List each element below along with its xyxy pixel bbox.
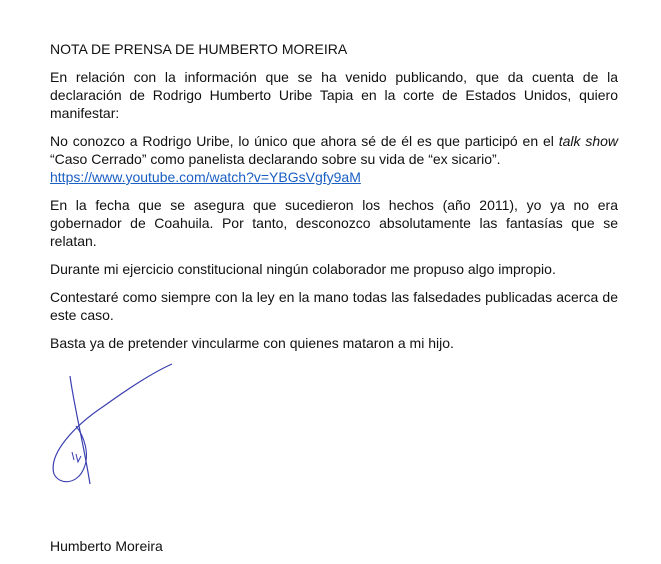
paragraph-rodrigo <box>50 132 618 186</box>
press-release <box>50 40 618 362</box>
paragraph-dates: En la fecha que se asegura que sucedieron los hechos (año 2011), yo ya no era gobernador de Coahuila. Por tanto, desconozco absolutamente las fantasías que se relatan. <box>50 197 618 249</box>
paragraph-mandate: Durante mi ejercicio constitucional ningún colaborador me propuso algo impropio. <box>50 261 556 277</box>
paragraph-closing: Basta ya de pretender vincularme con quienes mataron a mi hijo. <box>50 335 454 351</box>
youtube-link[interactable]: https://www.youtube.com/watch?v=YBGsVgfy9aM <box>50 169 361 185</box>
talk-show-emphasis: talk show <box>558 133 619 149</box>
paragraph-rodrigo-text-a: No conozco a Rodrigo Uribe, lo único que ahora sé de él es que participó en el <box>50 133 559 149</box>
signer-name: Humberto Moreira <box>50 538 163 554</box>
signature-stroke-initials <box>72 452 81 462</box>
paragraph-intro: En relación con la información que se ha venido publicando, que da cuenta de la declaración de Rodrigo Humberto Uribe Tapia en la corte de Estados Unidos, quiero manifestar: <box>50 69 618 121</box>
paragraph-law: Contestaré como siempre con la ley en la mano todas las falsedades publicadas acerca de este caso. <box>50 289 618 323</box>
handwritten-signature <box>44 356 184 486</box>
paragraph-rodrigo-text-b: “Caso Cerrado” como panelista declarando sobre su vida de “ex sicario”. <box>50 151 501 167</box>
signature-stroke-main <box>70 376 90 484</box>
document-title: NOTA DE PRENSA DE HUMBERTO MOREIRA <box>50 41 348 57</box>
